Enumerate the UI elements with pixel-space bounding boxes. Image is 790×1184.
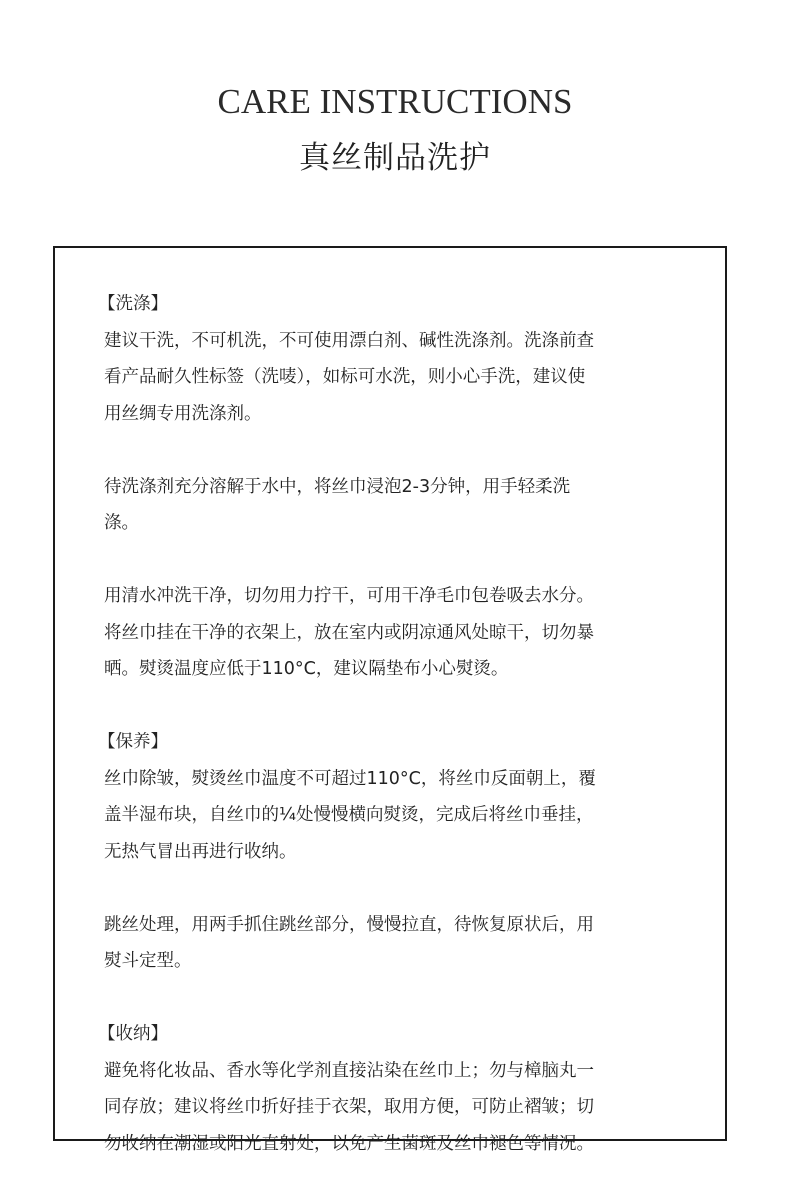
- text-line: 跳丝处理，用两手抓住跳丝部分，慢慢拉直，待恢复原状后，用: [104, 914, 594, 935]
- text-line: 避免将化妆品、香水等化学剂直接沾染在丝巾上；勿与樟脑丸一: [104, 1060, 594, 1081]
- text-line: 待洗涤剂充分溶解于水中，将丝巾浸泡2-3分钟，用手轻柔洗: [104, 476, 571, 497]
- page-title-cn: 真丝制品洗护: [299, 140, 491, 176]
- care-paragraph-1: [104, 761, 694, 871]
- text-line: 将丝巾挂在干净的衣架上，放在室内或阴凉通风处晾干，切勿暴: [104, 622, 594, 643]
- storage-paragraph-1: [104, 1053, 694, 1163]
- text-line: 勿收纳在潮湿或阳光直射处，以免产生菌斑及丝巾褪色等情况。: [104, 1133, 594, 1154]
- text-line: 晒。熨烫温度应低于110°C，建议隔垫布小心熨烫。: [104, 659, 509, 679]
- text-line: 丝巾除皱，熨烫丝巾温度不可超过110°C，将丝巾反面朝上，覆: [104, 768, 596, 789]
- text-line: 盖半湿布块，自丝巾的¼处慢慢横向熨烫，完成后将丝巾垂挂，: [104, 805, 594, 825]
- text-line: 用丝绸专用洗涤剂。: [104, 403, 262, 424]
- paragraph-gap: [104, 688, 694, 725]
- text-line: 涤。: [104, 513, 139, 533]
- paragraph-gap: [104, 432, 694, 469]
- wash-paragraph-3: [104, 578, 694, 688]
- text-line: 用清水冲洗干净，切勿用力拧干，可用干净毛巾包卷吸去水分。: [104, 586, 594, 606]
- text-line: 同存放；建议将丝巾折好挂于衣架，取用方便，可防止褶皱；切: [104, 1097, 594, 1117]
- care-paragraph-2: [104, 907, 694, 980]
- section-heading-storage: 【收纳】: [98, 1024, 168, 1044]
- section-heading-wash: 【洗涤】: [98, 294, 168, 314]
- wash-paragraph-2: [104, 469, 694, 542]
- page-title-en: CARE INSTRUCTIONS: [217, 82, 573, 121]
- text-line: 看产品耐久性标签（洗唛），如标可水洗，则小心手洗，建议使: [104, 367, 586, 387]
- text-line: 无热气冒出再进行收纳。: [104, 841, 297, 862]
- text-line: 建议干洗，不可机洗，不可使用漂白剂、碱性洗涤剂。洗涤前查: [104, 330, 594, 351]
- section-heading-care: 【保养】: [98, 732, 168, 752]
- text-line: 熨斗定型。: [104, 951, 192, 971]
- instructions-content: [98, 286, 694, 1162]
- wash-paragraph-1: [104, 323, 694, 433]
- paragraph-gap: [104, 980, 694, 1017]
- paragraph-gap: [104, 542, 694, 579]
- paragraph-gap: [104, 870, 694, 907]
